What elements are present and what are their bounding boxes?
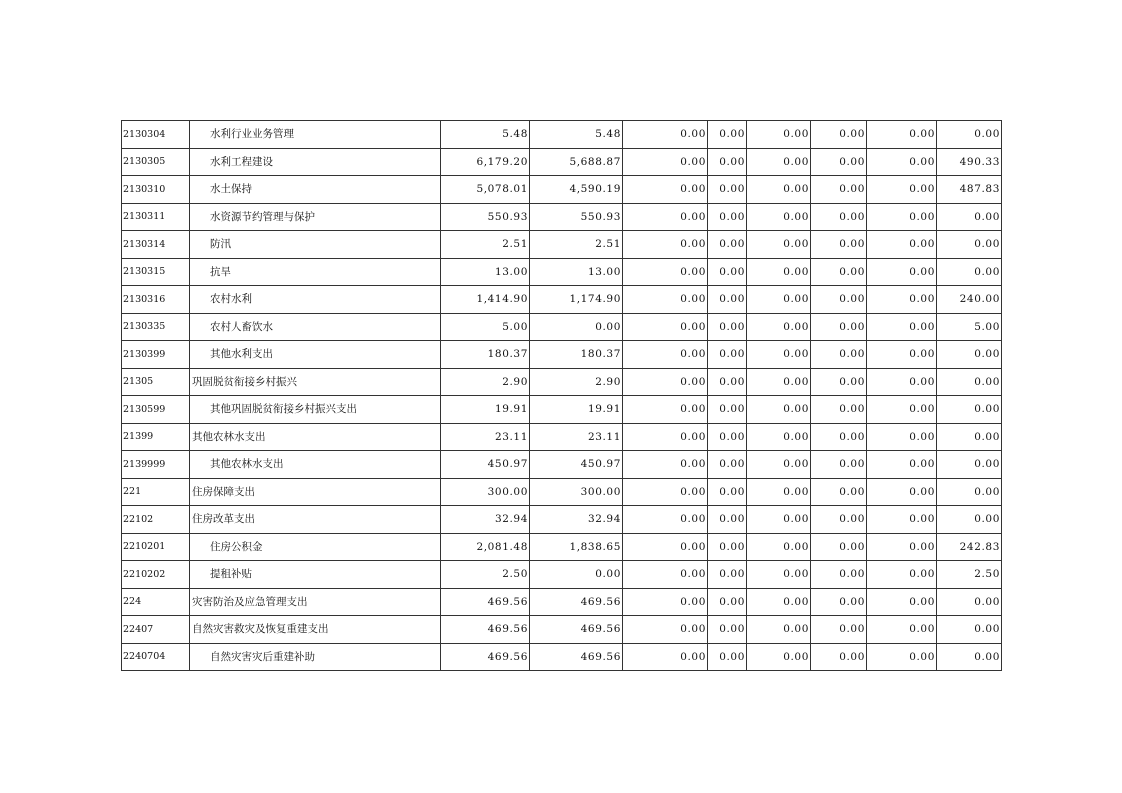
value-cell-7: 0.00 <box>867 313 937 341</box>
subject-code-cell: 2130305 <box>122 148 190 176</box>
value-cell-3: 0.00 <box>623 231 708 259</box>
table-row <box>122 451 1002 479</box>
value-cell-6: 0.00 <box>811 533 867 561</box>
value-cell-4: 0.00 <box>708 533 747 561</box>
value-cell-7: 0.00 <box>867 286 937 314</box>
value-cell-4: 0.00 <box>708 286 747 314</box>
total-amount-cell: 300.00 <box>441 478 530 506</box>
value-cell-7: 0.00 <box>867 341 937 369</box>
value-cell-6: 0.00 <box>811 423 867 451</box>
value-cell-3: 0.00 <box>623 396 708 424</box>
total-amount-cell: 19.91 <box>441 396 530 424</box>
value-cell-5: 0.00 <box>747 148 811 176</box>
project-expenditure-cell: 0.00 <box>937 643 1002 671</box>
value-cell-4: 0.00 <box>708 176 747 204</box>
value-cell-3: 0.00 <box>623 588 708 616</box>
project-expenditure-cell: 0.00 <box>937 506 1002 534</box>
subject-code-cell: 221 <box>122 478 190 506</box>
value-cell-5: 0.00 <box>747 451 811 479</box>
table-row <box>122 506 1002 534</box>
project-expenditure-cell: 242.83 <box>937 533 1002 561</box>
basic-expenditure-cell: 13.00 <box>530 258 623 286</box>
value-cell-5: 0.00 <box>747 121 811 149</box>
value-cell-5: 0.00 <box>747 313 811 341</box>
value-cell-3: 0.00 <box>623 313 708 341</box>
value-cell-6: 0.00 <box>811 506 867 534</box>
value-cell-4: 0.00 <box>708 231 747 259</box>
value-cell-6: 0.00 <box>811 616 867 644</box>
table-body <box>122 121 1002 671</box>
subject-code-cell: 21305 <box>122 368 190 396</box>
total-amount-cell: 180.37 <box>441 341 530 369</box>
value-cell-6: 0.00 <box>811 258 867 286</box>
basic-expenditure-cell: 4,590.19 <box>530 176 623 204</box>
subject-name-cell: 水利行业业务管理 <box>190 121 441 149</box>
table-row <box>122 368 1002 396</box>
total-amount-cell: 469.56 <box>441 616 530 644</box>
value-cell-3: 0.00 <box>623 203 708 231</box>
value-cell-5: 0.00 <box>747 286 811 314</box>
project-expenditure-cell: 0.00 <box>937 368 1002 396</box>
value-cell-6: 0.00 <box>811 286 867 314</box>
value-cell-4: 0.00 <box>708 561 747 589</box>
value-cell-5: 0.00 <box>747 423 811 451</box>
basic-expenditure-cell: 469.56 <box>530 588 623 616</box>
project-expenditure-cell: 240.00 <box>937 286 1002 314</box>
total-amount-cell: 5.00 <box>441 313 530 341</box>
value-cell-3: 0.00 <box>623 423 708 451</box>
table-row <box>122 588 1002 616</box>
subject-code-cell: 2130316 <box>122 286 190 314</box>
value-cell-3: 0.00 <box>623 368 708 396</box>
table-row <box>122 176 1002 204</box>
total-amount-cell: 32.94 <box>441 506 530 534</box>
subject-name-cell: 其他巩固脱贫衔接乡村振兴支出 <box>190 396 441 424</box>
value-cell-5: 0.00 <box>747 396 811 424</box>
value-cell-6: 0.00 <box>811 176 867 204</box>
value-cell-6: 0.00 <box>811 231 867 259</box>
project-expenditure-cell: 0.00 <box>937 616 1002 644</box>
value-cell-6: 0.00 <box>811 341 867 369</box>
value-cell-7: 0.00 <box>867 478 937 506</box>
total-amount-cell: 450.97 <box>441 451 530 479</box>
subject-code-cell: 2240704 <box>122 643 190 671</box>
basic-expenditure-cell: 2.51 <box>530 231 623 259</box>
value-cell-3: 0.00 <box>623 121 708 149</box>
basic-expenditure-cell: 550.93 <box>530 203 623 231</box>
value-cell-7: 0.00 <box>867 148 937 176</box>
subject-code-cell: 21399 <box>122 423 190 451</box>
subject-code-cell: 2130314 <box>122 231 190 259</box>
total-amount-cell: 1,414.90 <box>441 286 530 314</box>
value-cell-6: 0.00 <box>811 313 867 341</box>
total-amount-cell: 469.56 <box>441 643 530 671</box>
value-cell-5: 0.00 <box>747 478 811 506</box>
value-cell-3: 0.00 <box>623 533 708 561</box>
table-row <box>122 203 1002 231</box>
subject-name-cell: 住房改革支出 <box>190 506 441 534</box>
project-expenditure-cell: 0.00 <box>937 231 1002 259</box>
basic-expenditure-cell: 0.00 <box>530 313 623 341</box>
subject-name-cell: 其他农林水支出 <box>190 451 441 479</box>
value-cell-5: 0.00 <box>747 616 811 644</box>
value-cell-7: 0.00 <box>867 533 937 561</box>
table-row <box>122 148 1002 176</box>
subject-code-cell: 2130399 <box>122 341 190 369</box>
value-cell-7: 0.00 <box>867 258 937 286</box>
value-cell-7: 0.00 <box>867 451 937 479</box>
basic-expenditure-cell: 1,838.65 <box>530 533 623 561</box>
subject-name-cell: 农村水利 <box>190 286 441 314</box>
value-cell-4: 0.00 <box>708 616 747 644</box>
value-cell-4: 0.00 <box>708 506 747 534</box>
subject-name-cell: 自然灾害灾后重建补助 <box>190 643 441 671</box>
value-cell-5: 0.00 <box>747 203 811 231</box>
value-cell-4: 0.00 <box>708 148 747 176</box>
basic-expenditure-cell: 5,688.87 <box>530 148 623 176</box>
value-cell-3: 0.00 <box>623 616 708 644</box>
basic-expenditure-cell: 0.00 <box>530 561 623 589</box>
value-cell-3: 0.00 <box>623 506 708 534</box>
value-cell-3: 0.00 <box>623 286 708 314</box>
project-expenditure-cell: 2.50 <box>937 561 1002 589</box>
subject-code-cell: 2139999 <box>122 451 190 479</box>
value-cell-6: 0.00 <box>811 643 867 671</box>
value-cell-6: 0.00 <box>811 396 867 424</box>
value-cell-4: 0.00 <box>708 478 747 506</box>
basic-expenditure-cell: 450.97 <box>530 451 623 479</box>
table-row <box>122 533 1002 561</box>
subject-name-cell: 水资源节约管理与保护 <box>190 203 441 231</box>
project-expenditure-cell: 0.00 <box>937 478 1002 506</box>
value-cell-4: 0.00 <box>708 258 747 286</box>
table-row <box>122 258 1002 286</box>
basic-expenditure-cell: 469.56 <box>530 616 623 644</box>
value-cell-4: 0.00 <box>708 588 747 616</box>
project-expenditure-cell: 0.00 <box>937 588 1002 616</box>
subject-code-cell: 2130599 <box>122 396 190 424</box>
subject-code-cell: 2130335 <box>122 313 190 341</box>
table-row <box>122 423 1002 451</box>
value-cell-3: 0.00 <box>623 176 708 204</box>
table-row <box>122 643 1002 671</box>
total-amount-cell: 2.90 <box>441 368 530 396</box>
value-cell-3: 0.00 <box>623 148 708 176</box>
basic-expenditure-cell: 19.91 <box>530 396 623 424</box>
value-cell-4: 0.00 <box>708 423 747 451</box>
value-cell-7: 0.00 <box>867 588 937 616</box>
project-expenditure-cell: 5.00 <box>937 313 1002 341</box>
project-expenditure-cell: 0.00 <box>937 258 1002 286</box>
value-cell-5: 0.00 <box>747 176 811 204</box>
project-expenditure-cell: 0.00 <box>937 423 1002 451</box>
table-row <box>122 616 1002 644</box>
table-row <box>122 561 1002 589</box>
total-amount-cell: 6,179.20 <box>441 148 530 176</box>
value-cell-3: 0.00 <box>623 451 708 479</box>
basic-expenditure-cell: 300.00 <box>530 478 623 506</box>
subject-code-cell: 2210201 <box>122 533 190 561</box>
table-row <box>122 231 1002 259</box>
total-amount-cell: 23.11 <box>441 423 530 451</box>
total-amount-cell: 2.51 <box>441 231 530 259</box>
project-expenditure-cell: 0.00 <box>937 121 1002 149</box>
value-cell-6: 0.00 <box>811 561 867 589</box>
table-row <box>122 286 1002 314</box>
value-cell-7: 0.00 <box>867 121 937 149</box>
value-cell-4: 0.00 <box>708 121 747 149</box>
value-cell-6: 0.00 <box>811 368 867 396</box>
total-amount-cell: 2.50 <box>441 561 530 589</box>
total-amount-cell: 550.93 <box>441 203 530 231</box>
value-cell-6: 0.00 <box>811 478 867 506</box>
value-cell-5: 0.00 <box>747 341 811 369</box>
project-expenditure-cell: 490.33 <box>937 148 1002 176</box>
value-cell-4: 0.00 <box>708 396 747 424</box>
value-cell-4: 0.00 <box>708 368 747 396</box>
budget-expenditure-table <box>121 120 1002 671</box>
value-cell-5: 0.00 <box>747 368 811 396</box>
value-cell-7: 0.00 <box>867 368 937 396</box>
value-cell-6: 0.00 <box>811 588 867 616</box>
subject-code-cell: 2130311 <box>122 203 190 231</box>
project-expenditure-cell: 0.00 <box>937 451 1002 479</box>
value-cell-3: 0.00 <box>623 561 708 589</box>
value-cell-4: 0.00 <box>708 313 747 341</box>
table-row <box>122 396 1002 424</box>
value-cell-3: 0.00 <box>623 478 708 506</box>
basic-expenditure-cell: 23.11 <box>530 423 623 451</box>
total-amount-cell: 469.56 <box>441 588 530 616</box>
subject-name-cell: 抗旱 <box>190 258 441 286</box>
subject-code-cell: 224 <box>122 588 190 616</box>
value-cell-7: 0.00 <box>867 561 937 589</box>
project-expenditure-cell: 0.00 <box>937 341 1002 369</box>
table-row <box>122 313 1002 341</box>
total-amount-cell: 13.00 <box>441 258 530 286</box>
subject-code-cell: 22102 <box>122 506 190 534</box>
value-cell-7: 0.00 <box>867 231 937 259</box>
basic-expenditure-cell: 32.94 <box>530 506 623 534</box>
subject-name-cell: 其他水利支出 <box>190 341 441 369</box>
subject-name-cell: 灾害防治及应急管理支出 <box>190 588 441 616</box>
subject-name-cell: 水利工程建设 <box>190 148 441 176</box>
total-amount-cell: 2,081.48 <box>441 533 530 561</box>
table-row <box>122 121 1002 149</box>
subject-name-cell: 巩固脱贫衔接乡村振兴 <box>190 368 441 396</box>
value-cell-7: 0.00 <box>867 506 937 534</box>
basic-expenditure-cell: 1,174.90 <box>530 286 623 314</box>
value-cell-4: 0.00 <box>708 203 747 231</box>
subject-code-cell: 22407 <box>122 616 190 644</box>
value-cell-6: 0.00 <box>811 121 867 149</box>
value-cell-4: 0.00 <box>708 451 747 479</box>
basic-expenditure-cell: 2.90 <box>530 368 623 396</box>
value-cell-7: 0.00 <box>867 176 937 204</box>
value-cell-5: 0.00 <box>747 231 811 259</box>
value-cell-5: 0.00 <box>747 258 811 286</box>
subject-name-cell: 防汛 <box>190 231 441 259</box>
value-cell-6: 0.00 <box>811 203 867 231</box>
project-expenditure-cell: 0.00 <box>937 203 1002 231</box>
basic-expenditure-cell: 180.37 <box>530 341 623 369</box>
subject-name-cell: 住房公积金 <box>190 533 441 561</box>
table-row <box>122 341 1002 369</box>
value-cell-7: 0.00 <box>867 396 937 424</box>
project-expenditure-cell: 487.83 <box>937 176 1002 204</box>
table-row <box>122 478 1002 506</box>
subject-code-cell: 2130310 <box>122 176 190 204</box>
value-cell-5: 0.00 <box>747 506 811 534</box>
subject-name-cell: 水土保持 <box>190 176 441 204</box>
value-cell-7: 0.00 <box>867 643 937 671</box>
value-cell-3: 0.00 <box>623 341 708 369</box>
value-cell-7: 0.00 <box>867 203 937 231</box>
value-cell-4: 0.00 <box>708 643 747 671</box>
project-expenditure-cell: 0.00 <box>937 396 1002 424</box>
value-cell-7: 0.00 <box>867 616 937 644</box>
basic-expenditure-cell: 469.56 <box>530 643 623 671</box>
total-amount-cell: 5.48 <box>441 121 530 149</box>
value-cell-5: 0.00 <box>747 561 811 589</box>
value-cell-4: 0.00 <box>708 341 747 369</box>
subject-code-cell: 2130304 <box>122 121 190 149</box>
value-cell-3: 0.00 <box>623 258 708 286</box>
subject-name-cell: 提租补贴 <box>190 561 441 589</box>
value-cell-6: 0.00 <box>811 451 867 479</box>
basic-expenditure-cell: 5.48 <box>530 121 623 149</box>
value-cell-5: 0.00 <box>747 588 811 616</box>
subject-name-cell: 农村人畜饮水 <box>190 313 441 341</box>
subject-code-cell: 2130315 <box>122 258 190 286</box>
subject-code-cell: 2210202 <box>122 561 190 589</box>
value-cell-6: 0.00 <box>811 148 867 176</box>
total-amount-cell: 5,078.01 <box>441 176 530 204</box>
value-cell-3: 0.00 <box>623 643 708 671</box>
subject-name-cell: 其他农林水支出 <box>190 423 441 451</box>
value-cell-7: 0.00 <box>867 423 937 451</box>
subject-name-cell: 住房保障支出 <box>190 478 441 506</box>
value-cell-5: 0.00 <box>747 643 811 671</box>
value-cell-5: 0.00 <box>747 533 811 561</box>
subject-name-cell: 自然灾害救灾及恢复重建支出 <box>190 616 441 644</box>
